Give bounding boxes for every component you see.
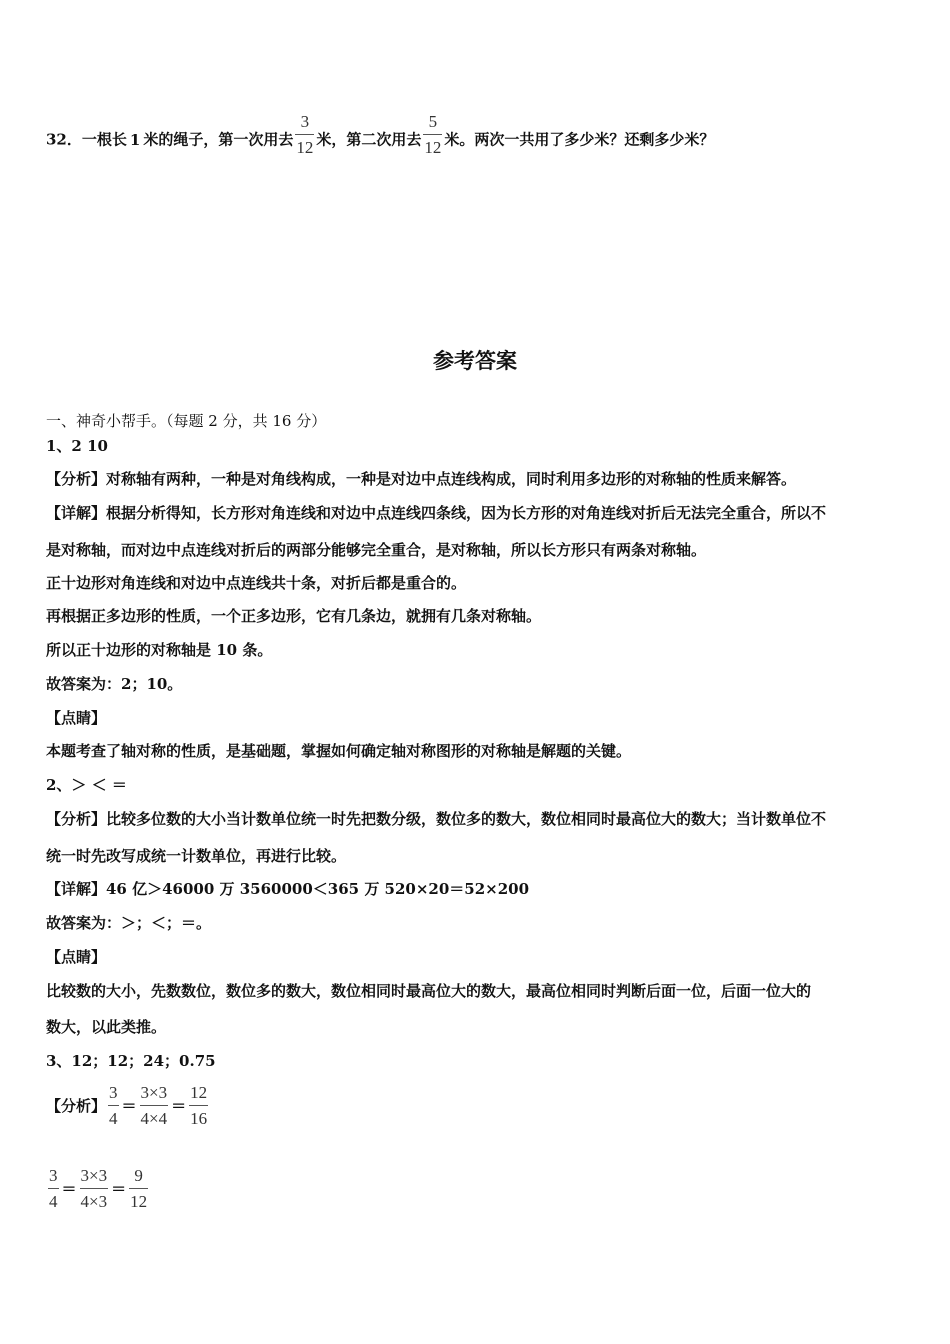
equation-1-fraction-c: [189, 1083, 208, 1128]
answer-2-head: 2、＞ ＜ ＝: [46, 776, 127, 794]
fraction-denominator: 12: [130, 1192, 148, 1211]
fraction-numerator: 3×3: [80, 1166, 109, 1189]
q32-length: 1: [129, 130, 141, 149]
answer-1-head: 1、2 10: [46, 437, 108, 455]
answer-1-detail-2: 是对称轴，而对边中点连线对折后的两部分能够完全重合，是对称轴，所以长方形只有两条对称轴。: [46, 541, 707, 559]
answer-1-answer: 故答案为：2；10。: [46, 675, 183, 693]
q32-text-4: 米。两次一共用了多少米？还剩多少米？: [444, 130, 715, 149]
answer-2-analysis-1: 【分析】比较多位数的大小当计数单位统一时先把数分级，数位多的数大，数位相同时最高位大的数大；当计数单位不: [46, 810, 827, 828]
fraction-numerator: 3: [48, 1166, 59, 1189]
fraction-denominator: 4: [49, 1192, 58, 1211]
fraction-numerator: 3: [295, 112, 314, 135]
answer-1-analysis: 【分析】对称轴有两种，一种是对角线构成，一种是对边中点连线构成，同时利用多边形的对称轴的性质来解答。: [46, 470, 797, 488]
equals-sign: ＝: [111, 1180, 127, 1198]
fraction-denominator: 4×4: [140, 1109, 168, 1128]
fraction-numerator: 5: [423, 112, 442, 135]
fraction-denominator: 12: [296, 138, 314, 157]
fraction-numerator: 12: [189, 1083, 208, 1106]
answer-1-tip: 本题考查了轴对称的性质，是基础题，掌握如何确定轴对称图形的对称轴是解题的关键。: [46, 742, 632, 760]
answer-title: 参考答案: [433, 349, 517, 373]
equation-1-fraction-b: [140, 1083, 169, 1128]
answer-1-detail-1: 【详解】根据分析得知，长方形对角连线和对边中点连线四条线，因为长方形的对角连线对折后无法完全重合，所以不: [46, 504, 827, 522]
fraction-numerator: 3: [108, 1083, 119, 1106]
equation-2-fraction-a: [48, 1166, 59, 1211]
q32-text-1: 32．一根长: [46, 130, 127, 149]
answer-2-answer: 故答案为：＞；＜；＝。: [46, 914, 212, 932]
answer-2-tip-1: 比较数的大小，先数数位，数位多的数大，数位相同时最高位大的数大，最高位相同时判断后面一位，后面一位大的: [46, 982, 812, 1000]
equals-sign: ＝: [171, 1097, 187, 1115]
fraction-denominator: 4×3: [80, 1192, 108, 1211]
answer-2-tip-label: 【点睛】: [46, 948, 107, 966]
fraction-denominator: 16: [190, 1109, 208, 1128]
answer-3-analysis-label: 【分析】: [46, 1097, 107, 1115]
answer-2-tip-2: 数大，以此类推。: [46, 1018, 167, 1036]
fraction-denominator: 12: [424, 138, 442, 157]
answer-3-equation-1: [46, 1083, 210, 1128]
q32-text-2: 米的绳子，第一次用去: [143, 130, 294, 149]
answer-1-detail-3: 正十边形对角连线和对边中点连线共十条，对折后都是重合的。: [46, 574, 467, 592]
q32-fraction-2: [423, 112, 442, 157]
question-32: [46, 112, 715, 163]
equals-sign: ＝: [121, 1097, 137, 1115]
answer-2-analysis-2: 统一时先改写成统一计数单位，再进行比较。: [46, 847, 347, 865]
q32-text-3: 米，第二次用去: [316, 130, 422, 149]
equation-2-fraction-b: [80, 1166, 109, 1211]
equals-sign: ＝: [61, 1180, 77, 1198]
answer-3-head: 3、12；12；24；0.75: [46, 1052, 216, 1070]
fraction-numerator: 9: [129, 1166, 148, 1189]
q32-fraction-1: [295, 112, 314, 157]
fraction-denominator: 4: [109, 1109, 118, 1128]
answer-2-detail: 【详解】46 亿＞46000 万 3560000＜365 万 520×20＝52×200: [46, 880, 530, 898]
answer-1-detail-5: 所以正十边形的对称轴是 10 条。: [46, 641, 273, 659]
equation-2-fraction-c: [129, 1166, 148, 1211]
fraction-numerator: 3×3: [140, 1083, 169, 1106]
answer-1-detail-4: 再根据正多边形的性质，一个正多边形，它有几条边，就拥有几条对称轴。: [46, 607, 542, 625]
section-heading: 一、神奇小帮手。（每题 2 分，共 16 分）: [46, 412, 327, 430]
answer-3-equation-2: [46, 1166, 150, 1211]
answer-1-tip-label: 【点睛】: [46, 709, 107, 727]
equation-1-fraction-a: [108, 1083, 119, 1128]
